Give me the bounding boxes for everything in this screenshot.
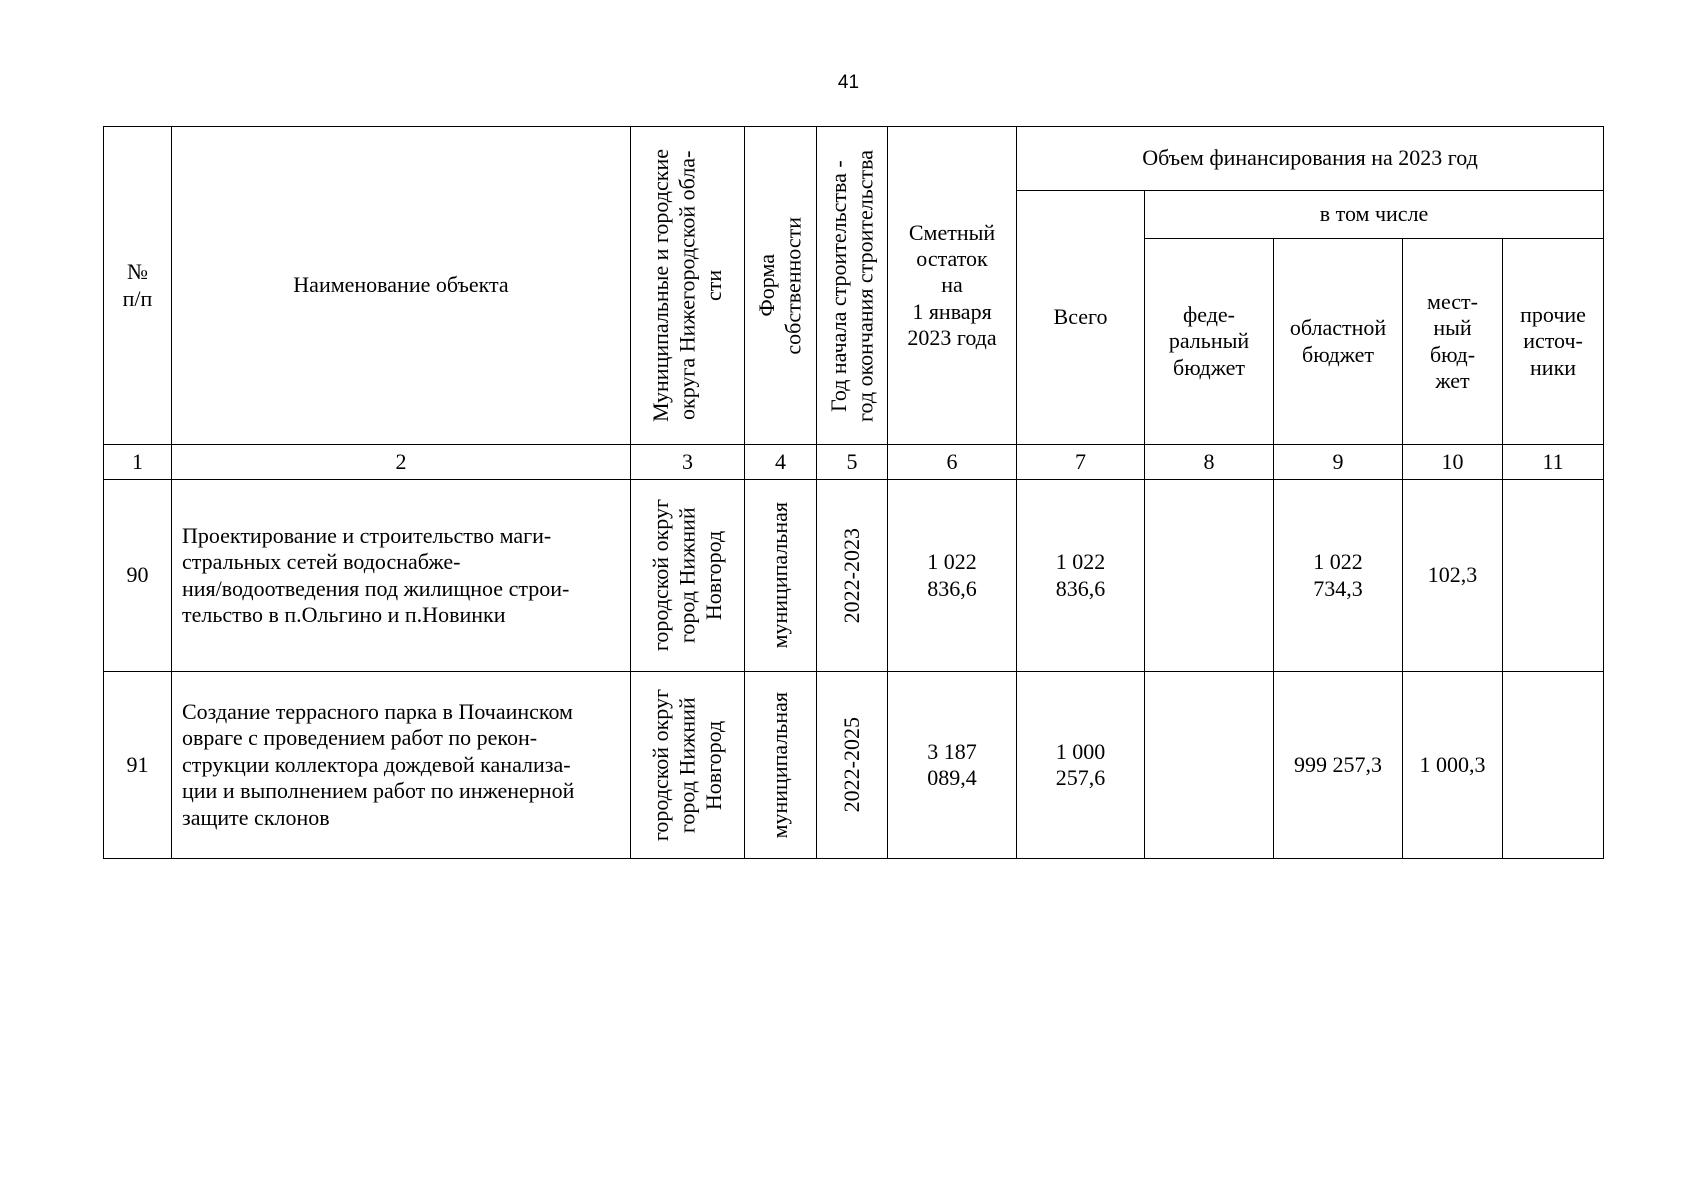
row-municipality [631,672,745,859]
row-ownership [745,480,817,672]
column-number: 11 [1503,445,1604,480]
row-years [817,480,888,672]
header-municipality [631,127,745,445]
row-remainder: 3 187 089,4 [888,672,1017,859]
row-other [1503,672,1604,859]
row-regional: 999 257,3 [1274,672,1403,859]
header-funding: Объем финансирования на 2023 год [1017,127,1604,191]
column-number: 10 [1403,445,1503,480]
header-years [817,127,888,445]
row-municipality-text: городской округ город Нижний Новгород [647,688,726,842]
column-number: 1 [104,445,172,480]
row-total: 1 000 257,6 [1017,672,1145,859]
table-row [104,672,1604,859]
header-ownership [745,127,817,445]
header-federal: феде- ральный бюджет [1145,239,1274,445]
row-name: Проектирование и строительство маги- стральных сетей водоснабже- ния/водоотведения под жилищное строи- тельство в п.Ольгино и п.Новинки [172,480,631,672]
row-ownership-text: муниципальная [767,691,793,839]
header-other: прочие источ- ники [1503,239,1604,445]
row-remainder: 1 022 836,6 [888,480,1017,672]
column-number: 6 [888,445,1017,480]
column-number: 5 [817,445,888,480]
header-including: в том числе [1145,191,1604,239]
row-ownership-text: муниципальная [767,502,793,649]
header-remainder: Сметный остаток на 1 января 2023 года [888,127,1017,445]
row-num: 91 [104,672,172,859]
row-municipality [631,480,745,672]
column-number: 9 [1274,445,1403,480]
row-other [1503,480,1604,672]
header-municipality-text: Муниципальные и городские округа Нижегородской обла- сти [647,149,726,422]
row-federal [1145,672,1274,859]
column-number: 7 [1017,445,1145,480]
header-row-1 [104,127,1604,191]
row-federal [1145,480,1274,672]
table-row [104,480,1604,672]
column-number: 3 [631,445,745,480]
row-num: 90 [104,480,172,672]
header-years-text: Год начала строительства - год окончания строительства [825,149,877,422]
financing-table [103,126,1604,859]
row-local: 102,3 [1403,480,1503,672]
row-local: 1 000,3 [1403,672,1503,859]
header-num: № п/п [104,127,172,445]
column-number: 8 [1145,445,1274,480]
row-years-text: 2022-2023 [838,527,864,624]
row-ownership [745,672,817,859]
column-numbers-row [104,445,1604,480]
column-number: 2 [172,445,631,480]
header-local: мест- ный бюд- жет [1403,239,1503,445]
row-regional: 1 022 734,3 [1274,480,1403,672]
column-number: 4 [745,445,817,480]
row-years-text: 2022-2025 [838,717,864,813]
header-regional: областной бюджет [1274,239,1403,445]
page-number: 41 [837,72,860,93]
row-total: 1 022 836,6 [1017,480,1145,672]
header-name: Наименование объекта [172,127,631,445]
header-ownership-text: Форма собственности [754,216,806,355]
row-years [817,672,888,859]
row-name: Создание террасного парка в Почаинском овраге с проведением работ по рекон- струкции коллектора дождевой канализа- ции и выполнением работ по инженерной защите склонов [172,672,631,859]
header-total: Всего [1017,191,1145,445]
row-municipality-text: городской округ город Нижний Новгород [647,499,726,652]
